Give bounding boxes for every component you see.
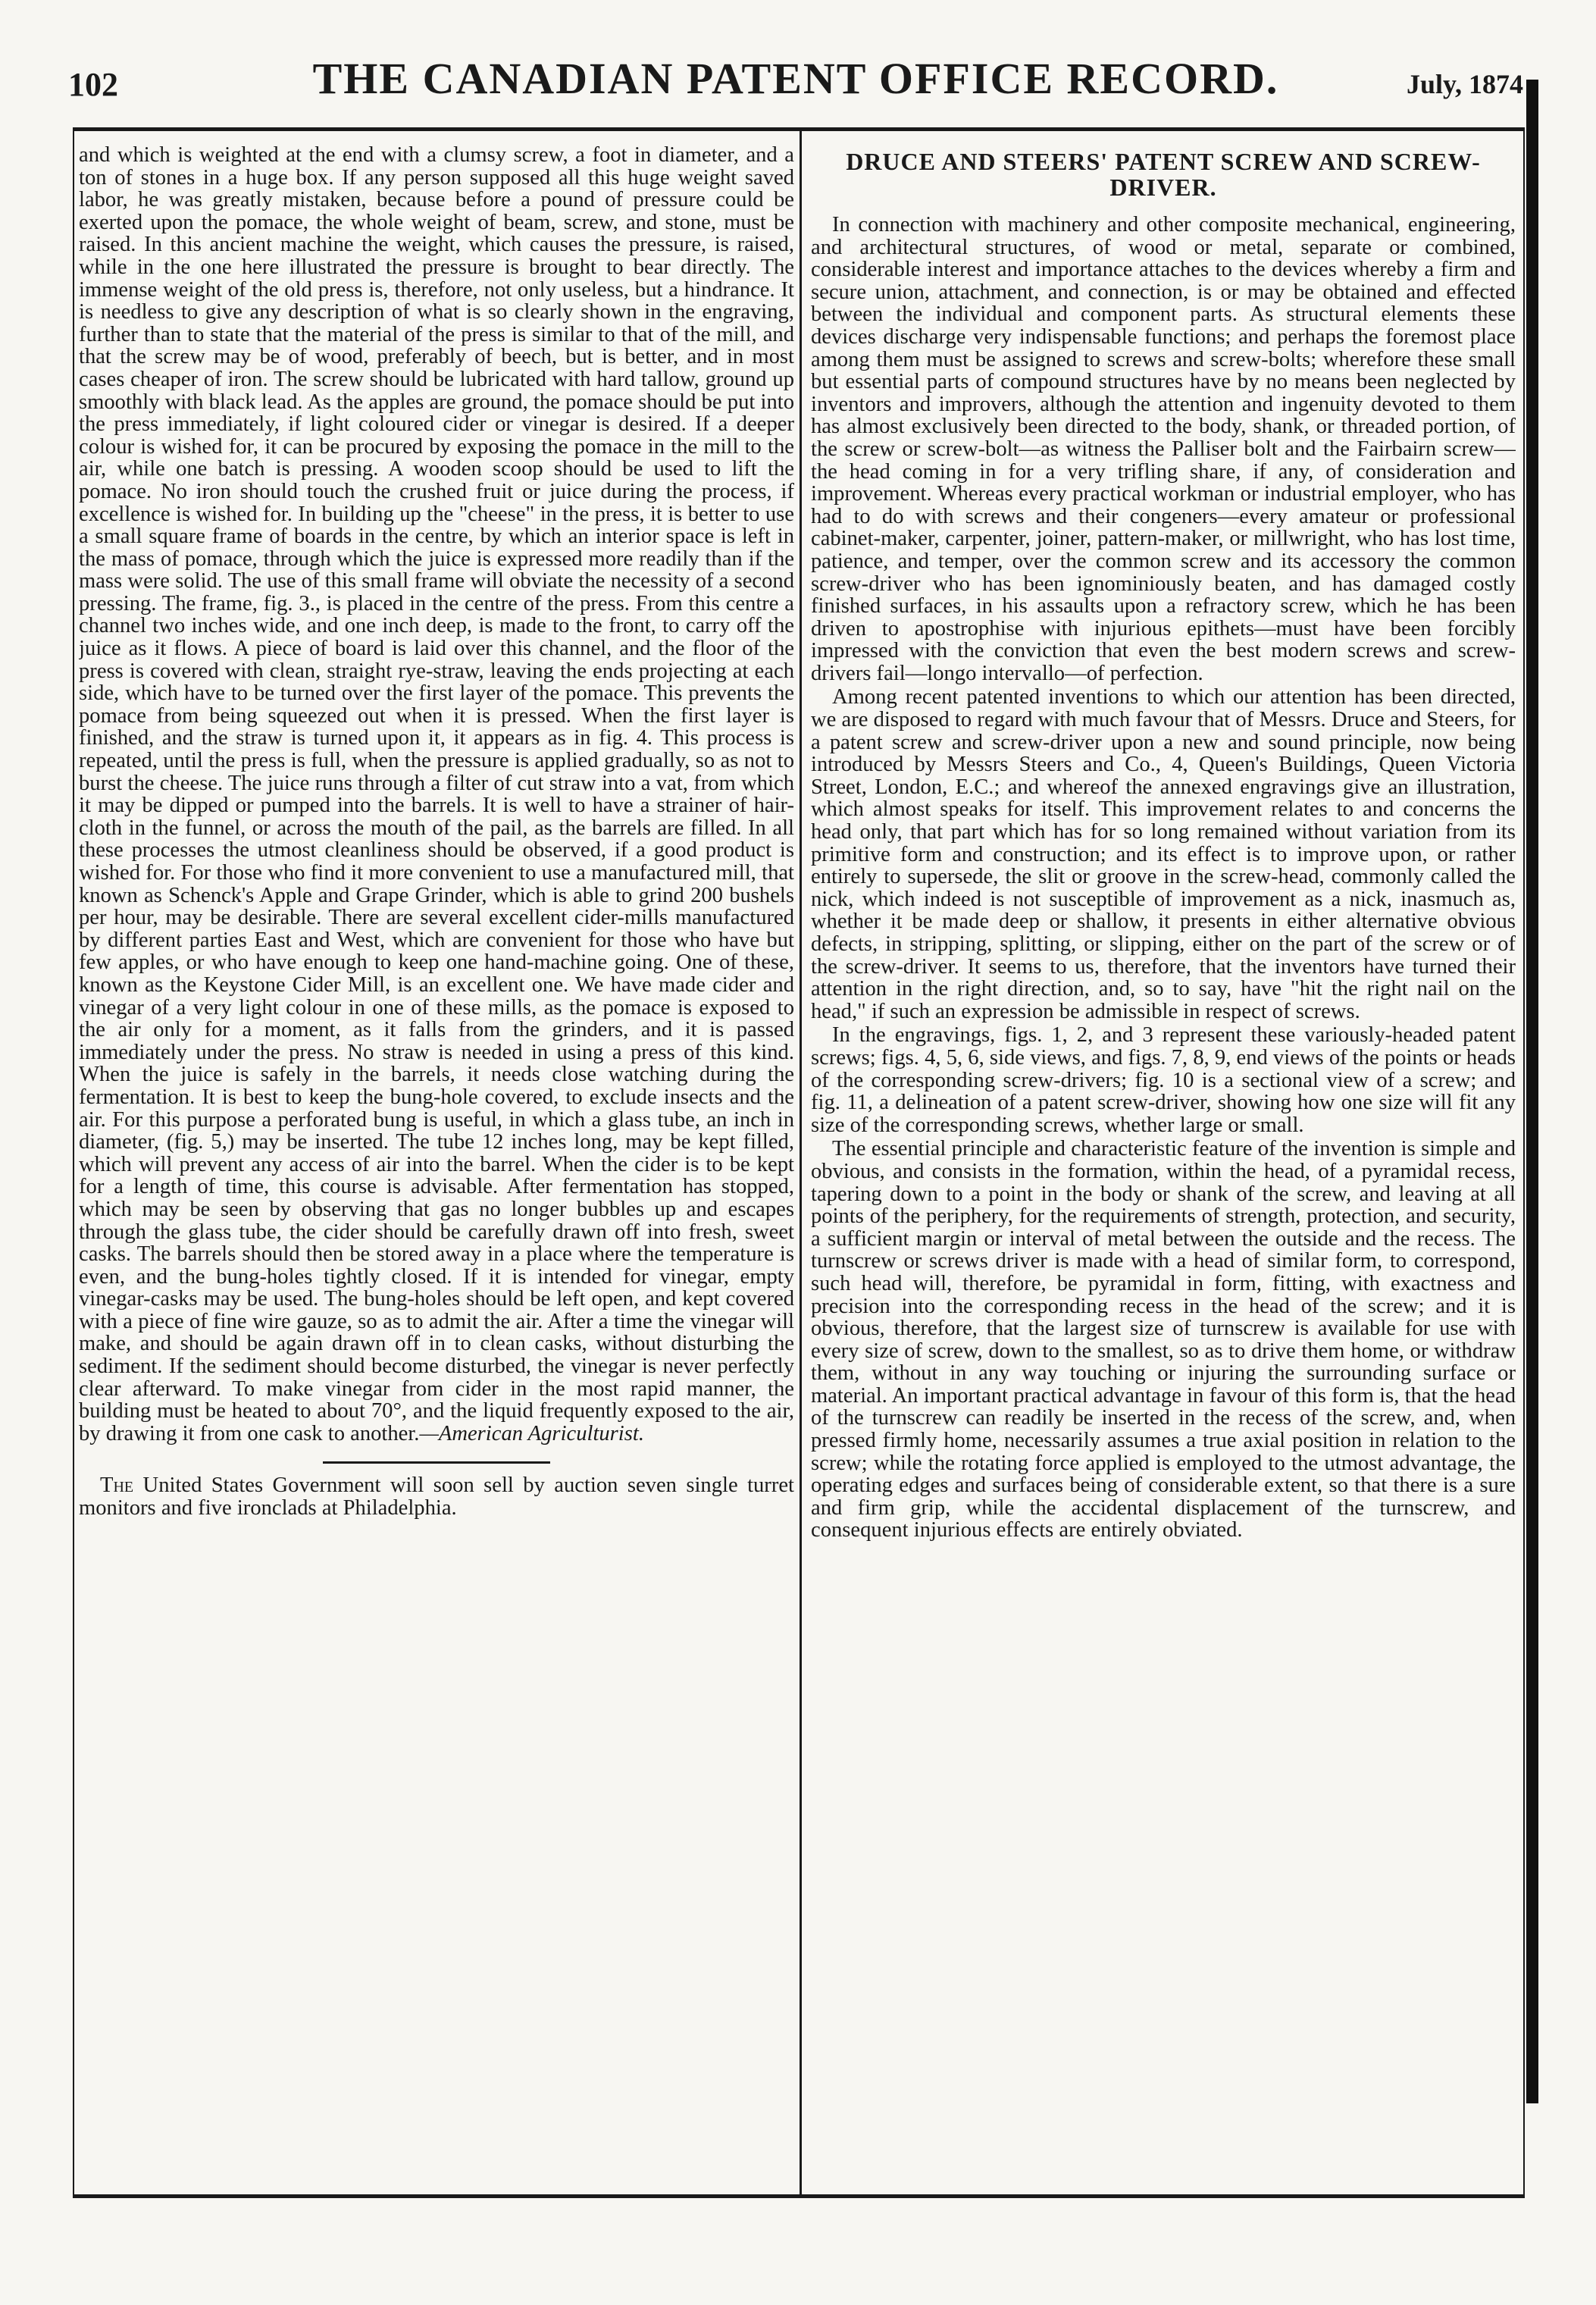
right-column bbox=[811, 144, 1516, 2175]
page-header bbox=[68, 52, 1523, 120]
note-lead-word: The bbox=[100, 1474, 134, 1498]
scan-edge-bar bbox=[1526, 80, 1538, 2103]
left-column bbox=[79, 144, 794, 2175]
article-paragraph: The essential principle and characteristic feature of the invention is simple and obvious, and consists in the formation, within the head, of a pyramidal recess, tapering down to a point in the body or shank of the screw, and leaving at all points of the periphery, for the requirements of strength, protection, and security, a sufficient margin or interval of metal between the outside and the recess. The turnscrew or screws driver is made with a head of similar form, to correspond, such head will, therefore, be pyramidal in form, fitting, with exactness and precision into the corresponding recess in the head of the screw; and it is obvious, therefore, that the largest size of turnscrew is available for use with every size of screw, down to the smallest, so as to drive them home, or withdraw them, without in any way touching or injuring the surrounding surface or material. An important practical advantage in favour of this form is, that the head of the turnscrew can readily be inserted in the recess of the screw, and, when pressed firmly home, necessarily assumes a true axial position in relation to the screw; while the rotating force applied is employed to the utmost advantage, the operating edges and surfaces being of considerable extent, so that there is a sure and firm grip, while the accidental displacement of the turnscrew, and consequent injurious effects are entirely obviated. bbox=[811, 1137, 1516, 1542]
article-paragraph: Among recent patented inventions to which our attention has been directed, we are disposed to regard with much favour that of Messrs. Druce and Steers, for a patent screw and screw-driver upon a new and sound principle, now being introduced by Messrs Steers and Co., 4, Queen's Buildings, Queen Victoria Street, London, E.C.; and whereof the annexed engravings give an illustration, which almost speaks for itself. This improvement relates to and concerns the head only, that part which has for so long remained without variation from its primitive form and construction; and its effect is to improve upon, or rather entirely to supersede, the slit or groove in the screw-head, commonly called the nick, which indeed is not susceptible of improvement as a nick, inasmuch as, whether it be made deep or shallow, it presents in either alternative obvious defects, in stripping, splitting, or slipping, either on the part of the screw or of the screw-driver. It seems to us, therefore, that the inventors have turned their attention in the right direction, and, so to say, have "hit the right nail on the head," if such an expression be admissible in respect of screws. bbox=[811, 685, 1516, 1023]
article-title: DRUCE AND STEERS' PATENT SCREW AND SCREW-DRIVER. bbox=[846, 148, 1481, 201]
running-title: THE CANADIAN PATENT OFFICE RECORD. bbox=[312, 54, 1279, 103]
article-citation: —American Agriculturist. bbox=[419, 1421, 644, 1445]
cider-article-body: and which is weighted at the end with a clumsy screw, a foot in diameter, and a ton of stones in a huge box. If any person supposed all this huge weight saved labor, he was greatly mistaken, because before a pound of pressure could be exerted upon the pomace, the whole weight of beam, screw, and stone, must be raised. In this ancient machine the weight, which causes the pressure, is raised, while in the one here illustrated the pressure is brought to bear directly. The immense weight of the old press is, therefore, not only useless, but a hindrance. It is needless to give any description of what is so clearly shown in the engraving, further than to state that the material of the press is similar to that of the mill, and that the screw may be of wood, preferably of beech, but is better, and in most cases cheaper of iron. The screw should be lubricated with hard tallow, ground up smoothly with black lead. As the apples are ground, the pomace should be put into the press immediately, if light coloured cider or vinegar is desired. If a deeper colour is wished for, it can be procured by exposing the pomace in the mill to the air, while one batch is pressing. A wooden scoop should be used to lift the pomace. No iron should touch the crushed fruit or juice during the process, if excellence is wished for. In building up the "cheese" in the press, it is better to use a small square frame of boards in the centre, by which an interior space is left in the mass of pomace, through which the juice is expressed more readily than if the mass were solid. The use of this small frame will obviate the necessity of a second pressing. The frame, fig. 3., is placed in the centre of the press. From this centre a channel two inches wide, and one inch deep, is made to the front, to carry off the juice as it flows. A piece of board is laid over this channel, and the floor of the press is covered with clean, straight rye-straw, leaving the ends projecting at each side, which have to be turned over the first layer of the pomace. This prevents the pomace from being squeezed out when it is pressed. When the first layer is finished, and the straw is turned upon it, it appears as in fig. 4. This process is repeated, until the press is full, when the pressure is applied gradually, so as not to burst the cheese. The juice runs through a filter of cut straw into a vat, from which it may be dipped or pumped into the barrels. It is well to have a strainer of hair-cloth in the funnel, or across the mouth of the pail, as the barrels are filled. In all these processes the utmost cleanliness should be observed, if a good product is wished for. For those who find it more convenient to use a manufactured mill, that known as Schenck's Apple and Grape Grinder, which is able to grind 200 bushels per hour, may be desirable. There are several excellent cider-mills manufactured by different parties East and West, which are convenient for those who have but few apples, or who have enough to keep one hand-machine going. One of these, known as the Keystone Cider Mill, is an excellent one. We have made cider and vinegar of a very light colour in one of these mills, as the pomace is exposed to the air only for a moment, as it falls from the grinders, and it is passed immediately under the press. No straw is needed in using a press of this kind. When the juice is safely in the barrels, it needs close watching during the fermentation. It is best to keep the bung-hole covered, to exclude insects and the air. For this purpose a perforated bung is useful, in which a glass tube, an inch in diameter, (fig. 5,) may be inserted. The tube 12 inches long, may be kept filled, which will prevent any access of air into the barrel. When the cider is to be kept for a length of time, this course is advisable. After fermentation has stopped, which may be seen by observing that gas no longer bubbles up and escapes through the glass tube, the cider should be carefully drawn off into fresh, sweet casks. The barrels should then be stored away in a place where the temperature is even, and the bung-holes tightly closed. If it is intended for vinegar, empty vinegar-casks may be used. The bung-holes should be left open, and kept covered with a piece of fine wire gauze, so as to admit the air. After a time the vinegar will make, and should be again drawn off in to clean casks, without disturbing the sediment. If the sediment should become disturbed, the vinegar is never perfectly clear afterward. To make vinegar from cider in the most rapid manner, the building must be heated to about 70°, and the liquid frequently exposed to the air, by drawing it from one cask to another. bbox=[79, 144, 794, 1445]
article-paragraph: In the engravings, figs. 1, 2, and 3 represent these variously-headed patent screws; figs. 4, 5, 6, side views, and figs. 7, 8, 9, end views of the points or heads of the corresponding screw-drivers; fig. 10 is a sectional view of a screw; and fig. 11, a delineation of a patent screw-driver, showing how one size will fit any size of the corresponding screws, whether large or small. bbox=[811, 1023, 1516, 1137]
section-divider bbox=[323, 1461, 550, 1464]
page-number: 102 bbox=[68, 66, 118, 103]
article-paragraph: In connection with machinery and other composite mechanical, engineering, and architectural structures, of wood or metal, separate or combined, considerable interest and importance attaches to the devices whereby a firm and secure union, attachment, and connection, is or may be obtained and effected between the individual and component parts. As structural elements these devices discharge very indispensable functions; and perhaps the foremost place among them must be assigned to screws and screw-bolts; wherefore these small but essential parts of compound structures have by no means been neglected by inventors and improvers, although the attention and ingenuity devoted to them has almost exclusively been directed to the body, shank, or threaded portion, of the screw or screw-bolt—as witness the Palliser bolt and the Fairbairn screw—the head coming in for a very trifling share, if any, of consideration and improvement. Whereas every practical workman or industrial employer, who has had to do with screws and their congeners—every amateur or professional cabinet-maker, carpenter, joiner, pattern-maker, or millwright, who has lost time, patience, and temper, over the common screw and its accessory the common screw-driver who has been ignominiously beaten, and has damaged costly finished surfaces, in his assaults upon a refractory screw, which he has been driven to apostrophise with injurious epithets—must have been forcibly impressed with the conviction that even the best modern screws and screw-drivers fail—longo intervallo—of perfection. bbox=[811, 213, 1516, 685]
cider-article-text bbox=[79, 144, 794, 1445]
issue-date: July, 1874 bbox=[1406, 69, 1523, 99]
column-rule bbox=[800, 127, 802, 2194]
note-text: United States Government will soon sell by auction seven single turret monitors and five ironclads at Philadelphia. bbox=[79, 1474, 794, 1520]
government-sale-note bbox=[79, 1474, 794, 1519]
